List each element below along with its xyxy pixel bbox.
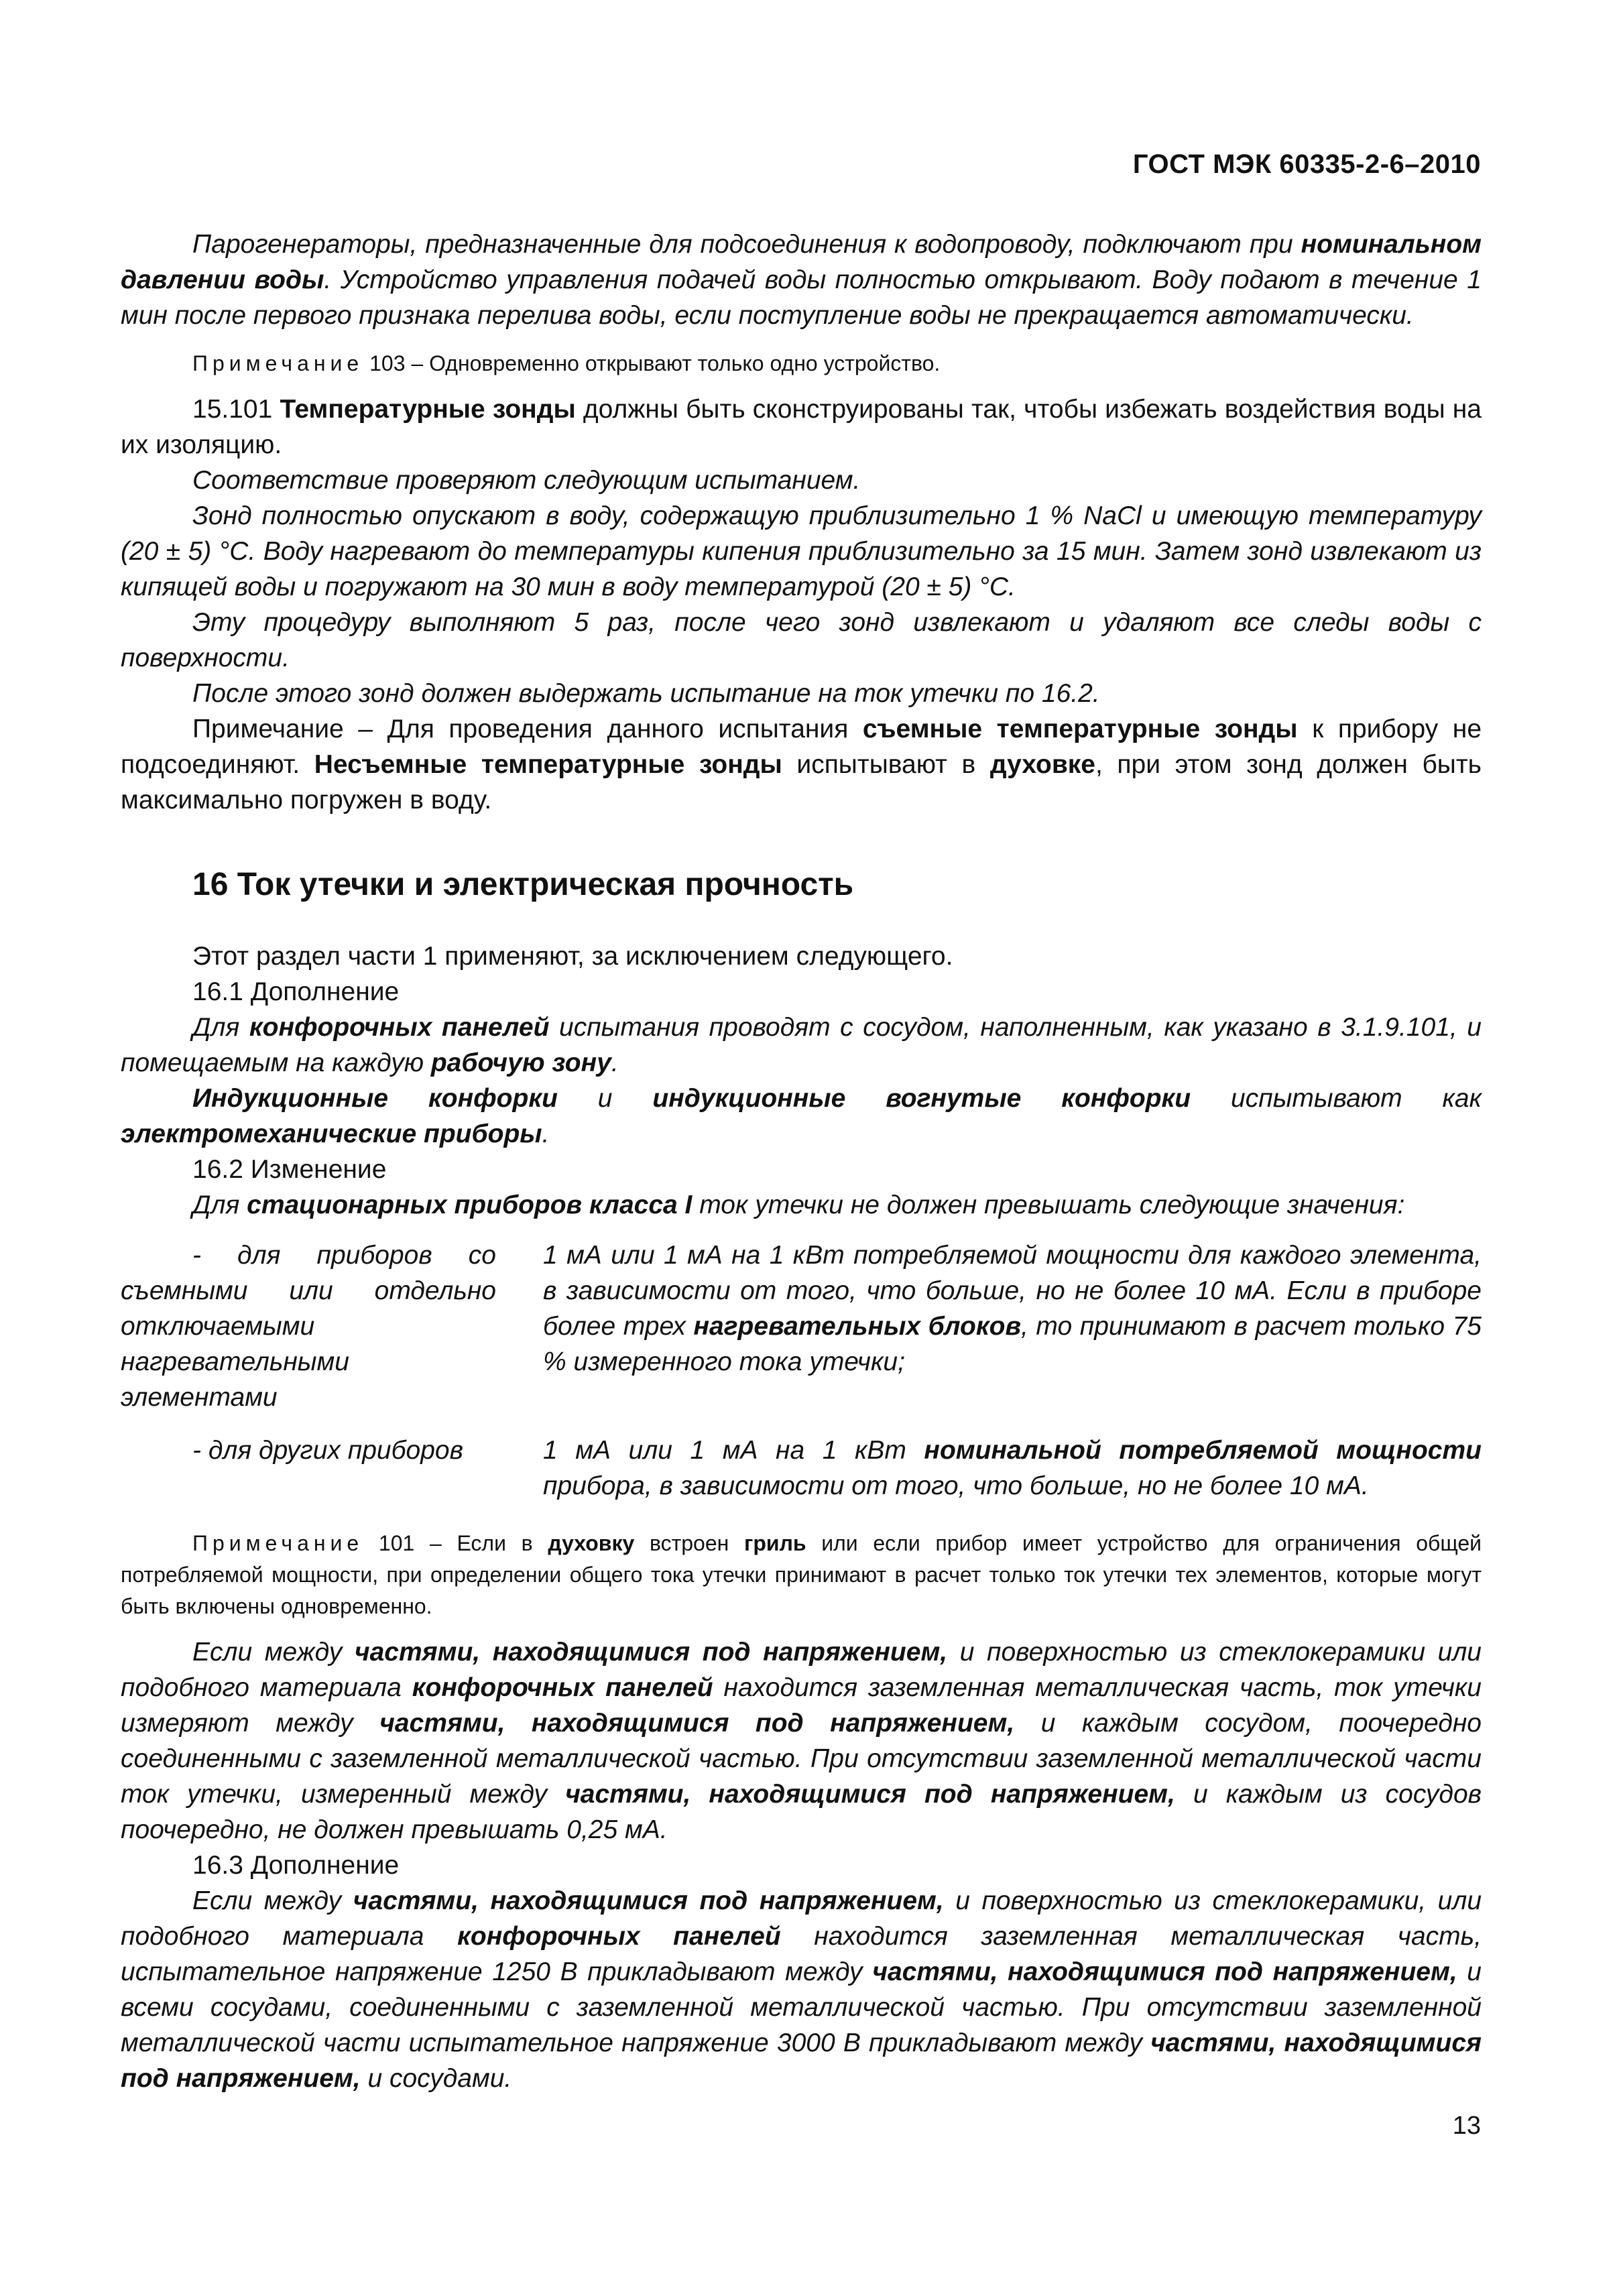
text-run: индукционные вогнутые конфорки [652,1084,1191,1113]
section-16-heading: 16 Ток утечки и электрическая прочность [192,867,854,902]
text-run: Зонд полностью опускают в воду, содержащую приблизительно 1 % NaCl и имеющую температуру (20 ± 5) °С. Воду нагревают до температуры кипения приблизительно за 15 мин. Затем зонд извлекают из кипящей воды и погружают на 30 мин в воду температурой (20 ± 5) °С. [121,501,1482,601]
text-run: 16.2 Изменение [192,1155,387,1184]
leakage-test-paragraph [121,676,1482,711]
text-run: и поверхностью из стеклокерамики или подобного материала [121,1638,1482,1702]
table-row [121,1237,1482,1425]
text-run: Парогенераторы, предназначенные для подсоединения к водопроводу, подключают при [192,230,1301,259]
text-run: Для [192,1191,247,1219]
text-run: конфорочных панелей [457,1922,781,1951]
row-value [496,1425,1482,1513]
note-text: 103 – Одновременно открывают только одно устройство. [363,351,941,375]
text-run: встроен [634,1531,745,1555]
text-run: съемные температурные зонды [862,715,1298,743]
text-run: испытывают в [782,750,990,779]
clause-16-3 [121,1848,1482,1883]
text-run: ток утечки не должен превышать следующие значения: [692,1191,1405,1219]
clause-16-2 [121,1152,1482,1187]
text-run: номинальном давлении воды [121,230,1482,294]
row-value [496,1237,1482,1425]
text-run: и [557,1084,653,1113]
text-run: конфорочных панелей [249,1013,550,1042]
text-run: и каждым из сосудов поочередно, не должен превышать 0,25 мА. [121,1780,1482,1844]
induction-paragraph [121,1081,1482,1152]
text-run: и сосудами. [360,2064,512,2093]
text-run: частями, находящимися под напряжением, [565,1780,1175,1809]
text-run: гриль [744,1531,806,1555]
text-run: Примечание – Для проведения данного испытания [192,715,863,743]
text-run: 16.1 Дополнение [192,977,400,1006]
page-body [121,227,1482,2096]
text-run: 1 мА или 1 мА на 1 кВт [543,1436,924,1465]
note-101 [121,1528,1482,1622]
probe-test-paragraph [121,498,1482,605]
section-16-intro [121,939,1482,974]
text-run: прибора, в зависимости от того, что больше, но не более 10 мА. [543,1471,1369,1500]
text-run: . [611,1048,619,1077]
text-run: Эту процедуру выполняют 5 раз, после чего зонд извлекают и удаляют все следы воды с поверхности. [121,608,1482,672]
text-run: 16.3 Дополнение [192,1851,400,1880]
hob-test-paragraph [121,1010,1482,1081]
row-label [121,1425,496,1513]
text-run: духовку [548,1531,635,1555]
text-run: должны быть сконструированы так, чтобы избежать воздействия воды на их изоляцию. [121,395,1482,459]
text-run: частями, находящимися под напряжением, [379,1709,1015,1738]
compliance-paragraph [121,463,1482,498]
text-run: находится заземленная металлическая часть, ток утечки измеряют между [121,1673,1482,1738]
text-run: и всеми сосудами, соединенными с заземленной металлической частью. При отсутствии заземленной металлической части испытательное напряжение 3000 В прикладывают между [121,1957,1482,2057]
text-run: - для других приборов [192,1436,463,1465]
text-run: , то принимают в расчет только 75 % измеренного тока утечки; [543,1312,1482,1376]
text-run: Индукционные конфорки [192,1084,558,1113]
text-run: Несъемные температурные зонды [314,750,782,779]
text-run: частями, находящимися под напряжением, [121,2029,1482,2093]
text-run: и поверхностью из стеклокерамики, или подобного материала [121,1886,1482,1951]
text-run: рабочую зону [430,1048,611,1077]
text-run: Для [192,1013,249,1042]
text-run: 15.101 [192,395,280,424]
text-run: электромеханические приборы [121,1120,542,1148]
text-run: Этот раздел части 1 применяют, за исключением следующего. [192,942,953,971]
text-run: Если между [192,1886,353,1915]
text-run: . [542,1120,550,1148]
probe-note-paragraph [121,711,1482,818]
page-number: 13 [1452,2112,1481,2140]
row-label [121,1237,496,1425]
note-103 [121,348,1482,379]
text-run: Температурные зонды [280,395,576,424]
text-run: нагревательных блоков [693,1312,1022,1341]
text-run: находится заземленная металлическая часть, испытательное напряжение 1250 В прикладывают между [121,1922,1482,1986]
test-voltage-paragraph [121,1883,1482,2096]
text-run: стационарных приборов класса I [247,1191,693,1219]
glass-ceramic-leakage-paragraph [121,1634,1482,1848]
clause-16-1 [121,974,1482,1010]
text-run: 101 – Если в [363,1531,548,1555]
text-run: частями, находящимися под напряжением, [353,1886,944,1915]
text-run: и каждым сосудом, поочередно соединенными с заземленной металлической частью. При отсутствии заземленной металлической части ток утечки, измеренный между [121,1709,1482,1809]
document-header: ГОСТ МЭК 60335-2-6–2010 [1132,149,1481,179]
text-run: испытывают как [1191,1084,1482,1113]
text-run: частями, находящимися под напряжением, [872,1957,1457,1986]
text-run: . Устройство управления подачей воды полностью открывают. Воду подают в течение 1 мин после первого признака перелива воды, если поступление воды не прекращается автоматически. [121,265,1482,330]
repeat-paragraph [121,605,1482,676]
class-i-paragraph [121,1187,1482,1223]
note-label: Примечание [192,351,364,375]
steam-generator-paragraph [121,227,1482,333]
clause-15-101 [121,391,1482,463]
text-run: 1 мА или 1 мА на 1 кВт потребляемой мощности для каждого элемента, в зависимости от того, что больше, но не более 10 мА. Если в приборе более трех [543,1241,1482,1341]
text-run: конфорочных панелей [412,1673,713,1702]
text-run: к прибору не подсоединяют. [121,715,1482,779]
table-row [121,1425,1482,1513]
text-run: Соответствие проверяют следующим испытанием. [192,466,861,495]
text-run: или если прибор имеет устройство для ограничения общей потребляемой мощности, при определении общего тока утечки принимают в расчет только ток утечки тех элементов, которые могут быть включены одновременно. [121,1531,1482,1618]
text-run: духовке [989,750,1095,779]
text-run: номинальной потребляемой мощности [924,1436,1482,1465]
text-run: После этого зонд должен выдержать испытание на ток утечки по 16.2. [192,679,1100,708]
text-run: частями, находящимися под напряжением, [354,1638,948,1667]
note-label: Примечание [192,1531,364,1555]
text-run: Если между [192,1638,355,1667]
text-run: , при этом зонд должен быть максимально погружен в воду. [121,750,1482,814]
text-run: - для приборов со съемными или отдельно отключаемыми нагревательными элементами [121,1241,496,1412]
leakage-limits-table [121,1237,1482,1513]
text-run: испытания проводят с сосудом, наполненным, как указано в 3.1.9.101, и помещаемым на каждую [121,1013,1482,1077]
